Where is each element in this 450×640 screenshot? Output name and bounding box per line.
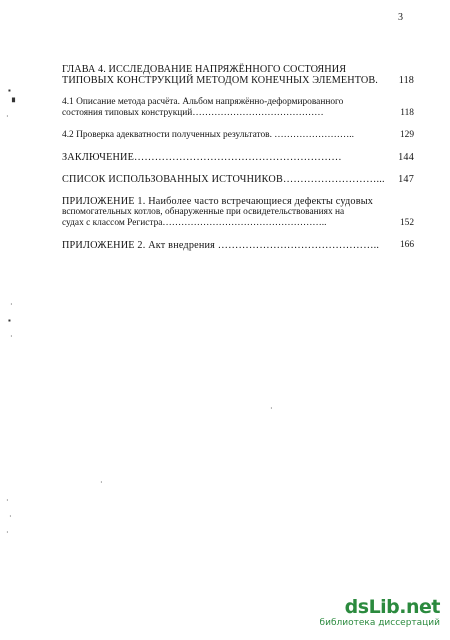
toc-line: ПРИЛОЖЕНИЕ 1. Наиболее часто встречающиеся дефекты судовых	[62, 196, 374, 207]
toc-page: 144	[398, 152, 414, 163]
toc-page: 118	[400, 108, 414, 118]
toc-line: ЗАКЛЮЧЕНИЕ……………………………………………………	[62, 152, 342, 163]
toc-line: СПИСОК ИСПОЛЬЗОВАННЫХ ИСТОЧНИКОВ………………………...	[62, 174, 385, 185]
scan-speck: ·	[100, 478, 103, 487]
scan-speck: ·	[10, 332, 13, 341]
scan-speck: ·	[6, 528, 9, 537]
toc-entry-4-2	[62, 130, 414, 141]
toc-entry-4-1	[62, 97, 414, 119]
toc-line: 4.1 Описание метода расчёта. Альбом напряжённо-деформированного	[62, 97, 344, 107]
scan-speck: ·	[10, 300, 13, 309]
scan-speck: ▪	[8, 86, 11, 95]
toc-entry-references	[62, 174, 414, 185]
toc-page: 118	[398, 75, 414, 86]
scan-speck: ·	[6, 112, 9, 121]
toc-line: вспомогательных котлов, обнаруженные при освидетельствованиях на	[62, 207, 345, 217]
toc-line: ПРИЛОЖЕНИЕ 2. Акт внедрения ………………………………………..	[62, 240, 380, 251]
table-of-contents	[62, 64, 414, 251]
toc-line: состояния типовых конструкций……………………………………	[62, 108, 324, 118]
toc-line: судах с классом Регистра……………………………………………..	[62, 218, 327, 228]
toc-page: 129	[399, 130, 414, 140]
toc-page: 166	[399, 240, 414, 250]
toc-entry-chapter-4	[62, 64, 414, 86]
scan-speck: ·	[6, 496, 9, 505]
toc-entry-appendix-1	[62, 196, 414, 229]
scan-speck: ·	[9, 512, 12, 521]
toc-page: 147	[398, 174, 414, 185]
toc-line: 4.2 Проверка адекватности полученных результатов. ……………………..	[62, 130, 354, 140]
toc-line: ТИПОВЫХ КОНСТРУКЦИЙ МЕТОДОМ КОНЕЧНЫХ ЭЛЕМЕНТОВ.	[62, 75, 378, 86]
scan-speck: ▘	[12, 98, 19, 107]
scan-speck: ·	[270, 404, 273, 413]
watermark-tagline: библиотека диссертаций	[319, 618, 440, 628]
toc-entry-appendix-2	[62, 240, 414, 251]
toc-page: 152	[399, 218, 414, 228]
scan-speck: ▪	[8, 316, 11, 325]
toc-line: ГЛАВА 4. ИССЛЕДОВАНИЕ НАПРЯЖЁННОГО СОСТОЯНИЯ	[62, 64, 347, 75]
page-number: 3	[398, 12, 403, 23]
watermark-logo[interactable]	[319, 596, 440, 632]
toc-entry-conclusion	[62, 152, 414, 163]
watermark-brand: dsLib.net	[344, 596, 440, 618]
